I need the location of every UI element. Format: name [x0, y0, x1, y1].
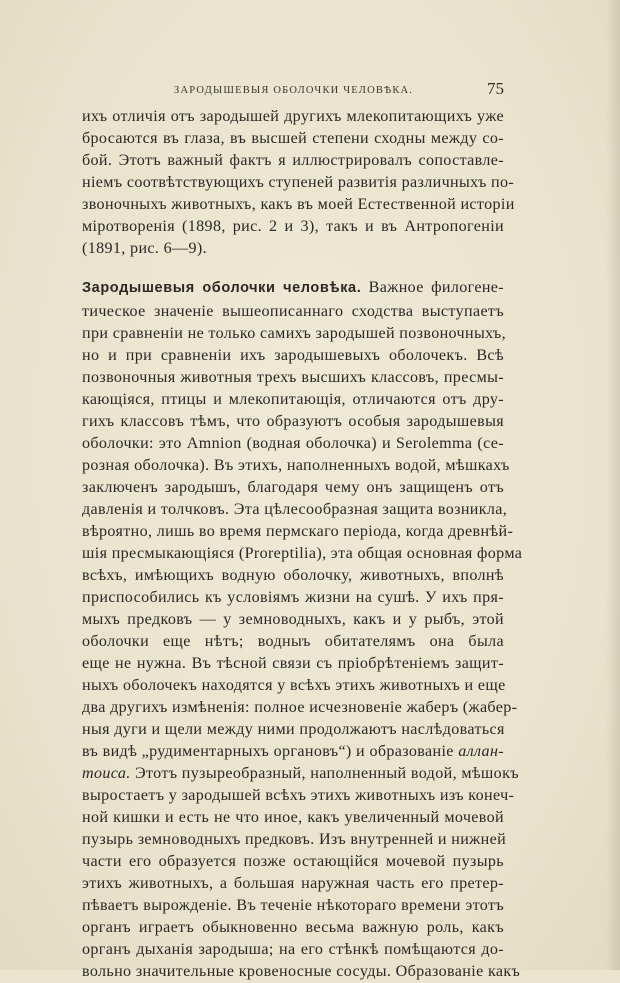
- heading-line: [82, 275, 504, 301]
- text-line: части его образуется позже остающійся мочевой пузырь: [82, 853, 504, 870]
- text-line: ныхъ оболочекъ находятся у всѣхъ этихъ животныхъ и еще: [82, 677, 506, 694]
- text-line: позвоночныя животныя трехъ высшихъ классовъ, пресмы-: [82, 369, 504, 386]
- text-line: органъ играетъ обыкновенно весьма важную роль, какъ: [82, 919, 504, 936]
- text-line: бросаются въ глаза, въ высшей степени сходны между со-: [82, 130, 504, 147]
- text-line: кающіяся, птицы и млекопитающія, отличаются отъ дру-: [82, 391, 504, 408]
- page-header: [82, 79, 504, 101]
- text-line: пузырь земноводныхъ предковъ. Изъ внутренней и нижней: [82, 831, 507, 848]
- text-span: Важное филогене-: [361, 279, 504, 296]
- text-line: бой. Этотъ важный фактъ я иллюстрировалъ сопоставле-: [82, 152, 504, 169]
- text-line: шія пресмыкающіяся (Proreptilia), эта общая основная форма: [82, 545, 523, 562]
- text-line: [82, 741, 504, 763]
- italic-term: тоиса.: [82, 765, 131, 782]
- text-line: міротворенія (1898, рис. 2 и 3), такъ и въ Антропогеніи: [82, 218, 504, 235]
- text-line: заключенъ зародышъ, благодаря чему онъ защищенъ отъ: [82, 479, 504, 496]
- body-text: [82, 106, 523, 983]
- text-line: тическое значеніе вышеописаннаго сходства выступаетъ: [82, 303, 504, 320]
- text-line: вѣроятно, лишь во время пермскаго періода, когда древнѣй-: [82, 523, 514, 540]
- text-line: но и при сравненіи ихъ зародышевыхъ оболочекъ. Всѣ: [82, 347, 504, 364]
- text-line: всѣхъ, имѣющихъ водную оболочку, животныхъ, вполнѣ: [82, 567, 504, 584]
- text-line: ихъ отличія отъ зародышей другихъ млекопитающихъ уже: [82, 108, 504, 125]
- text-line: два другихъ измѣненія: полное исчезновеніе жаберъ (жабер-: [82, 699, 518, 716]
- text-line: звоночныхъ животныхъ, какъ въ моей Естественной исторіи: [82, 196, 515, 213]
- text-line: мыхъ предковъ — у земноводныхъ, какъ и у рыбъ, этой: [82, 611, 504, 628]
- text-line: при сравненіи не только самихъ зародышей позвоночныхъ,: [82, 325, 506, 342]
- text-line: розная оболочка). Въ этихъ, наполненныхъ водой, мѣшкахъ: [82, 457, 510, 474]
- text-span: въ видѣ „рудиментарныхъ органовъ“) и образованіе: [82, 743, 454, 760]
- text-line: [82, 763, 519, 785]
- text-line: вольно значительные кровеносные сосуды. Образованіе какъ: [82, 963, 521, 980]
- section-heading: Зародышевыя оболочки человѣка.: [82, 280, 362, 296]
- text-line: ніемъ соотвѣтствующихъ ступеней развитія различныхъ по-: [82, 174, 515, 191]
- text-line: гихъ классовъ тѣмъ, что образуютъ особыя зародышевыя: [82, 413, 504, 430]
- text-line: этихъ животныхъ, а большая наружная часть его претер-: [82, 875, 504, 892]
- text-line: пѣваетъ вырожденіе. Въ теченіе нѣкотораго времени этотъ: [82, 897, 504, 914]
- text-span: Этотъ пузыреобразный, наполненный водой, мѣшокъ: [130, 765, 519, 782]
- text-line: приспособились къ условіямъ жизни на сушѣ. У ихъ пря-: [82, 589, 504, 606]
- text-line: органъ дыханія зародыша; на его стѣнкѣ помѣщаются до-: [82, 941, 504, 958]
- running-title: ЗАРОДЫШЕВЫЯ ОБОЛОЧКИ ЧЕЛОВѢКА.: [174, 85, 414, 96]
- italic-term: аллан-: [458, 743, 504, 760]
- text-line: еще не нужна. Въ тѣсной связи съ пріобрѣтеніемъ защит-: [82, 655, 504, 672]
- page-edge-shadow: [606, 0, 620, 970]
- text-line: давленія и толчковъ. Эта цѣлесообразная защита возникла,: [82, 501, 508, 518]
- text-line: выростаетъ у зародышей всѣхъ этихъ животныхъ изъ конеч-: [82, 787, 515, 804]
- text-line: ной кишки и есть не что иное, какъ увеличенный мочевой: [82, 809, 504, 826]
- text-line: оболочки: это Amnion (водная оболочка) и Serolemma (се-: [82, 435, 504, 452]
- text-line: (1891, рис. 6—9).: [82, 240, 207, 257]
- text-line: оболочки еще нѣтъ; водныъ обитателямъ она была: [82, 633, 504, 650]
- paragraph-gap: [82, 260, 504, 275]
- page-number: 75: [487, 79, 504, 98]
- text-line: ныя дуги и щели между ними продолжаютъ наслѣдоваться: [82, 721, 505, 738]
